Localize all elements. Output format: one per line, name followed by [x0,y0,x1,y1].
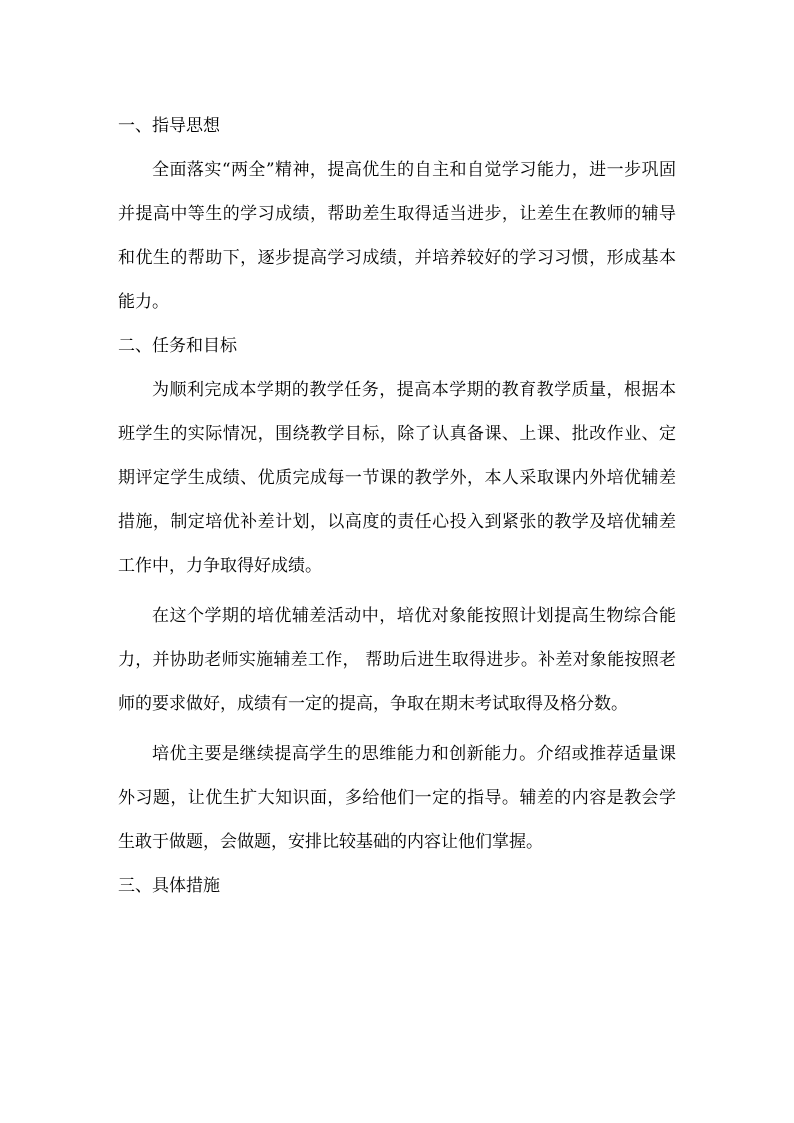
paragraph-guiding-ideology: 全面落实“两全”精神，提高优生的自主和自觉学习能力，进一步巩固并提高中等生的学习成绩，帮助差生取得适当进步，让差生在教师的辅导和优生的帮助下，逐步提高学习成绩，并培养较好的学习习惯，形成基本能力。 [118,160,676,312]
section-heading-guiding-ideology: 一、指导思想 [118,116,220,136]
paragraph-tasks-goals-2: 在这个学期的培优辅差活动中，培优对象能按照计划提高生物综合能力，并协助老师实施辅差工作， 帮助后进生取得进步。补差对象能按照老师的要求做好，成绩有一定的提高，争取在期末考试取得及格分数。 [118,606,676,714]
section-heading-measures: 三、具体措施 [118,876,220,896]
section-heading-tasks-goals: 二、任务和目标 [118,336,237,356]
paragraph-tasks-goals-1: 为顺利完成本学期的教学任务，提高本学期的教育教学质量，根据本班学生的实际情况，围绕教学目标，除了认真备课、上课、批改作业、定期评定学生成绩、优质完成每一节课的教学外，本人采取课内外培优辅差措施，制定培优补差计划，以高度的责任心投入到紧张的教学及培优辅差工作中，力争取得好成绩。 [118,380,676,576]
paragraph-tasks-goals-3: 培优主要是继续提高学生的思维能力和创新能力。介绍或推荐适量课外习题，让优生扩大知识面，多给他们一定的指导。辅差的内容是教会学生敢于做题，会做题，安排比较基础的内容让他们掌握。 [118,744,676,852]
document-body [118,104,676,908]
